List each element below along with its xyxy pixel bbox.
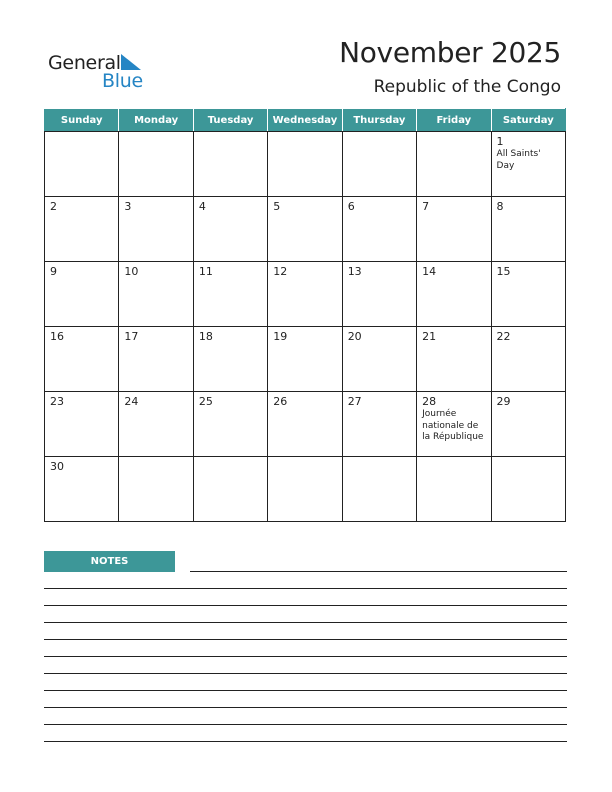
day-number: 14 (422, 265, 437, 278)
weekday-header: Saturday (491, 109, 565, 132)
note-line (44, 605, 567, 606)
day-cell (45, 262, 119, 327)
note-line (44, 622, 567, 623)
calendar-week-row (45, 457, 566, 522)
day-number: 15 (496, 265, 511, 278)
calendar-grid (44, 108, 566, 522)
day-number: 4 (198, 200, 206, 213)
day-number: 26 (273, 395, 288, 408)
day-cell (417, 197, 491, 262)
logo-text-general: General (48, 52, 121, 74)
day-number: 5 (273, 200, 281, 213)
day-cell (193, 392, 267, 457)
day-cell (491, 392, 565, 457)
day-cell (45, 392, 119, 457)
day-number: 11 (198, 265, 213, 278)
day-number: 9 (50, 265, 57, 278)
day-number: 2 (50, 200, 57, 213)
day-number: 29 (496, 395, 511, 408)
weekday-header: Tuesday (193, 109, 267, 132)
note-line (190, 571, 567, 572)
day-cell (417, 392, 491, 457)
weekday-header-row (45, 109, 566, 132)
day-number: 28 (422, 395, 437, 408)
day-cell (491, 457, 565, 522)
day-cell (268, 262, 342, 327)
note-line (44, 639, 567, 640)
day-cell (193, 457, 267, 522)
day-number: 8 (496, 200, 504, 213)
day-number: 17 (124, 330, 139, 343)
day-cell (491, 327, 565, 392)
day-cell (193, 262, 267, 327)
day-number: 16 (50, 330, 64, 343)
day-number: 24 (124, 395, 139, 408)
note-line (44, 724, 567, 725)
logo-text-blue: Blue (102, 70, 143, 92)
weekday-header: Thursday (342, 109, 416, 132)
day-cell (193, 197, 267, 262)
day-cell (45, 327, 119, 392)
calendar-week-row (45, 132, 566, 197)
day-cell (119, 392, 193, 457)
day-cell (342, 392, 416, 457)
day-cell (491, 197, 565, 262)
day-cell (193, 327, 267, 392)
day-number: 13 (347, 265, 362, 278)
day-cell (45, 197, 119, 262)
day-number: 6 (347, 200, 355, 213)
note-line (44, 673, 567, 674)
weekday-header: Wednesday (268, 109, 342, 132)
day-cell (45, 457, 119, 522)
day-number: 7 (422, 200, 430, 213)
calendar-week-row (45, 392, 566, 457)
day-number: 21 (422, 330, 437, 343)
day-number: 23 (50, 395, 64, 408)
note-line (44, 588, 567, 589)
note-line (44, 690, 567, 691)
day-cell (119, 262, 193, 327)
weekday-header: Sunday (45, 109, 119, 132)
day-cell (119, 132, 193, 197)
day-number: 25 (198, 395, 213, 408)
day-cell (491, 132, 565, 197)
calendar-body (45, 132, 566, 522)
day-cell (417, 457, 491, 522)
country-subtitle: Republic of the Congo (373, 77, 561, 97)
day-cell (342, 457, 416, 522)
day-cell (342, 132, 416, 197)
day-cell (491, 262, 565, 327)
day-cell (342, 327, 416, 392)
day-cell (342, 262, 416, 327)
weekday-header: Friday (417, 109, 491, 132)
day-cell (268, 132, 342, 197)
day-number: 20 (347, 330, 362, 343)
note-line (44, 656, 567, 657)
weekday-header: Monday (119, 109, 193, 132)
page-title: November 2025 (339, 36, 561, 69)
day-number: 10 (124, 265, 139, 278)
day-cell (119, 457, 193, 522)
day-number: 3 (124, 200, 132, 213)
day-cell (268, 197, 342, 262)
day-number: 22 (496, 330, 511, 343)
day-cell (417, 132, 491, 197)
holiday-label: All Saints' Day (496, 149, 541, 171)
day-number: 12 (273, 265, 288, 278)
day-cell (193, 132, 267, 197)
day-cell (45, 132, 119, 197)
day-cell (268, 327, 342, 392)
day-cell (342, 197, 416, 262)
day-cell (119, 197, 193, 262)
day-cell (268, 457, 342, 522)
day-cell (119, 327, 193, 392)
day-number: 27 (347, 395, 362, 408)
calendar-week-row (45, 327, 566, 392)
day-number: 30 (50, 460, 64, 473)
note-line (44, 707, 567, 708)
day-cell (417, 262, 491, 327)
day-number: 19 (273, 330, 288, 343)
calendar-week-row (45, 262, 566, 327)
note-line (44, 741, 567, 742)
day-cell (268, 392, 342, 457)
holiday-label: Journée nationale de la République (422, 409, 484, 442)
notes-label: NOTES (44, 551, 175, 572)
day-cell (417, 327, 491, 392)
day-number: 18 (198, 330, 213, 343)
generalblue-logo (48, 52, 148, 92)
logo-triangle-icon (121, 54, 143, 72)
day-number: 1 (496, 135, 504, 148)
calendar-week-row (45, 197, 566, 262)
